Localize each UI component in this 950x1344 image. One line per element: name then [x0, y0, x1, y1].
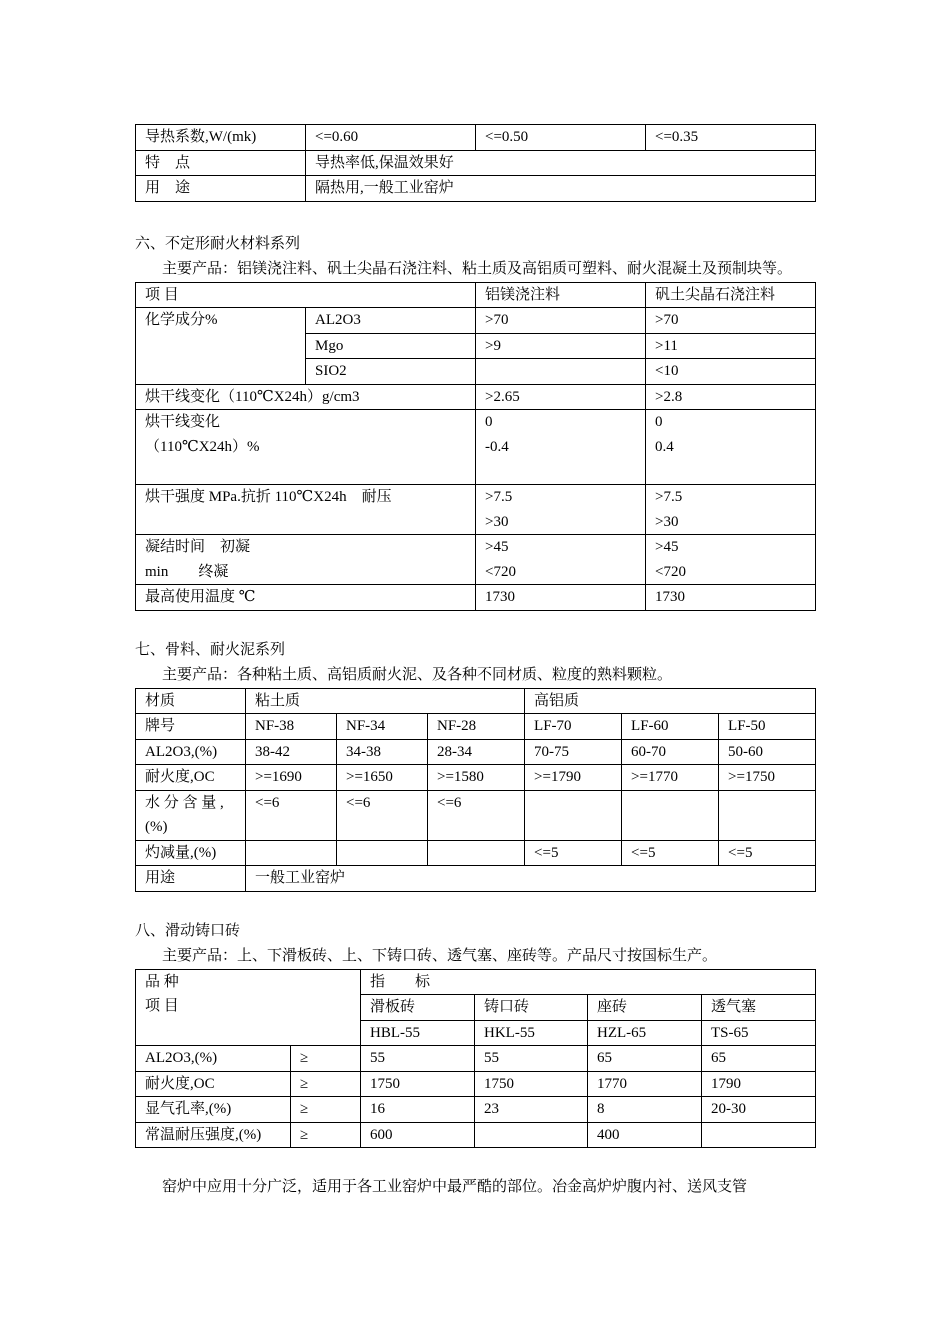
table-cell: 34-38 [337, 739, 428, 765]
table-cell: 600 [361, 1122, 475, 1148]
table-cell: >=1790 [525, 765, 622, 791]
table-cell: ≥ [291, 1097, 361, 1123]
cell-line: min 终凝 [145, 563, 229, 580]
table-row [136, 150, 816, 176]
table-cell: 1730 [646, 585, 816, 611]
cell-line: >7.5 [485, 489, 513, 505]
table-cell [136, 969, 361, 1046]
table-row [136, 866, 816, 892]
closing-paragraph: 窑炉中应用十分广泛，适用于各工业窑炉中最严酷的部位。冶金高炉炉腹内衬、送风支管 [162, 1179, 748, 1195]
table-cell: ≥ [291, 1071, 361, 1097]
table-row [136, 714, 816, 740]
table-cell [337, 840, 428, 866]
table-cell: HZL-65 [588, 1020, 702, 1046]
table-cell: >=1750 [719, 765, 816, 791]
table-cell: 铝镁浇注料 [476, 282, 646, 308]
table-cell: 导热系数,W/(mk) [136, 125, 306, 151]
table-cell: 滑板砖 [361, 995, 475, 1021]
table-cell: LF-60 [622, 714, 719, 740]
table-row [136, 485, 816, 535]
table-cell: 60-70 [622, 739, 719, 765]
table-cell: >70 [476, 308, 646, 334]
table-row [136, 410, 816, 485]
cell-line: >7.5 [655, 489, 683, 505]
table-cell: 65 [588, 1046, 702, 1072]
table-row [136, 739, 816, 765]
table-cell [702, 1122, 816, 1148]
table-cell: SIO2 [306, 359, 476, 385]
table-row [136, 765, 816, 791]
cell-line: 烘干线变化 [145, 414, 221, 430]
table-cell: >=1690 [246, 765, 337, 791]
table-cell: ≥ [291, 1122, 361, 1148]
table-cell: Mgo [306, 333, 476, 359]
table-cell: >=1580 [428, 765, 525, 791]
table-cell: 1750 [475, 1071, 588, 1097]
table-cell [476, 410, 646, 485]
table-cell: 55 [361, 1046, 475, 1072]
table-cell: HKL-55 [475, 1020, 588, 1046]
table-cell: TS-65 [702, 1020, 816, 1046]
table-cell [646, 410, 816, 485]
table-cell: AL2O3,(%) [136, 1046, 291, 1072]
table-cell: <=5 [525, 840, 622, 866]
table-row [136, 125, 816, 151]
table-cell: 1790 [702, 1071, 816, 1097]
table-cell: 耐火度,OC [136, 765, 246, 791]
table-cell: 矾土尖晶石浇注料 [646, 282, 816, 308]
table-cell: 8 [588, 1097, 702, 1123]
table-cell: 38-42 [246, 739, 337, 765]
table-header-row [136, 688, 816, 714]
table-cell: 1730 [476, 585, 646, 611]
table-cell [719, 790, 816, 840]
table-cell: <=0.60 [306, 125, 476, 151]
table-cell: ≥ [291, 1046, 361, 1072]
table-row [136, 790, 816, 840]
table-cell: 灼减量,(%) [136, 840, 246, 866]
section-intro: 主要产品：上、下滑板砖、上、下铸口砖、透气塞、座砖等。产品尺寸按国标生产。 [162, 947, 718, 964]
table-cell: 1770 [588, 1071, 702, 1097]
table-row [136, 176, 816, 202]
table-cell: 烘干强度 MPa.抗折 110℃X24h 耐压 [136, 485, 476, 535]
table-cell: 特 点 [136, 150, 306, 176]
table-cell: 23 [475, 1097, 588, 1123]
table-cell: 座砖 [588, 995, 702, 1021]
table-row [136, 840, 816, 866]
table-cell: >9 [476, 333, 646, 359]
table-cell: 1750 [361, 1071, 475, 1097]
table-cell: LF-50 [719, 714, 816, 740]
table-cell: 用途 [136, 866, 246, 892]
table-cell: >2.8 [646, 384, 816, 410]
table-cell [646, 535, 816, 585]
table-cell: <=6 [428, 790, 525, 840]
table-cell: <10 [646, 359, 816, 385]
table-cell: LF-70 [525, 714, 622, 740]
cell-line: 0 [485, 414, 493, 430]
table-cell: >=1650 [337, 765, 428, 791]
section-intro: 主要产品：各种粘土质、高铝质耐火泥、及各种不同材质、粒度的熟料颗粒。 [162, 666, 673, 683]
table-row [136, 1046, 816, 1072]
cell-line: 水 分 含 量 , [145, 794, 224, 811]
slide-gate-table [135, 969, 816, 1149]
table-cell: AL2O3 [306, 308, 476, 334]
cell-line: <720 [655, 563, 686, 580]
table-cell [475, 1122, 588, 1148]
table-cell: <=0.50 [476, 125, 646, 151]
section-intro: 主要产品：铝镁浇注料、矾土尖晶石浇注料、粘土质及高铝质可塑料、耐火混凝土及预制块等。 [162, 260, 793, 277]
table-row [136, 585, 816, 611]
table-cell: NF-38 [246, 714, 337, 740]
table-cell: <=6 [337, 790, 428, 840]
table-cell [476, 535, 646, 585]
table-cell: 烘干线变化（110℃X24h）g/cm3 [136, 384, 476, 410]
table-row [136, 535, 816, 585]
table-cell: 牌号 [136, 714, 246, 740]
table-cell: 常温耐压强度,(%) [136, 1122, 291, 1148]
table-cell [428, 840, 525, 866]
aggregate-table [135, 688, 816, 892]
table-cell: 28-34 [428, 739, 525, 765]
table-cell: NF-34 [337, 714, 428, 740]
cell-line: (%) [145, 819, 168, 835]
cell-line: >30 [655, 513, 679, 530]
table-cell: 隔热用,一般工业窑炉 [306, 176, 816, 202]
table-cell: >11 [646, 333, 816, 359]
table-cell: 20-30 [702, 1097, 816, 1123]
document-page [135, 124, 815, 1200]
cell-line: 项 目 [145, 998, 179, 1014]
table-cell: 高铝质 [525, 688, 816, 714]
table-cell: <=6 [246, 790, 337, 840]
table-cell [476, 485, 646, 535]
table-cell [646, 485, 816, 535]
cell-line: -0.4 [485, 438, 509, 455]
table-cell: 用 途 [136, 176, 306, 202]
table-header-row [136, 969, 816, 995]
table-cell: 55 [475, 1046, 588, 1072]
table-cell: 显气孔率,(%) [136, 1097, 291, 1123]
table-header-row [136, 282, 816, 308]
table-cell [622, 790, 719, 840]
table-row [136, 384, 816, 410]
table-cell: 粘土质 [246, 688, 525, 714]
table-cell [136, 535, 476, 585]
section-heading: 七、骨料、耐火泥系列 [135, 641, 286, 658]
monolithic-table [135, 282, 816, 611]
table-cell: 65 [702, 1046, 816, 1072]
table-row [136, 1122, 816, 1148]
cell-line: >30 [485, 513, 509, 530]
table-cell: 指 标 [361, 969, 816, 995]
table-cell: 铸口砖 [475, 995, 588, 1021]
insulation-table [135, 124, 816, 202]
table-cell: 70-75 [525, 739, 622, 765]
section-heading: 六、不定形耐火材料系列 [135, 235, 301, 252]
table-cell: 导热率低,保温效果好 [306, 150, 816, 176]
table-cell [476, 359, 646, 385]
table-cell: 16 [361, 1097, 475, 1123]
cell-line: >45 [655, 539, 679, 555]
table-cell: 一般工业窑炉 [246, 866, 816, 892]
cell-line: 凝结时间 初凝 [145, 539, 251, 555]
table-row [136, 308, 816, 334]
table-cell: 材质 [136, 688, 246, 714]
table-cell [136, 790, 246, 840]
section-heading: 八、滑动铸口砖 [135, 922, 241, 939]
cell-line: 0.4 [655, 438, 674, 455]
table-cell: AL2O3,(%) [136, 739, 246, 765]
table-cell [136, 410, 476, 485]
table-cell: <=0.35 [646, 125, 816, 151]
table-cell [246, 840, 337, 866]
cell-line: 品 种 [145, 973, 179, 990]
table-cell: <=5 [622, 840, 719, 866]
table-cell: 50-60 [719, 739, 816, 765]
table-cell [525, 790, 622, 840]
cell-line: 0 [655, 414, 663, 430]
table-cell: HBL-55 [361, 1020, 475, 1046]
table-cell: >2.65 [476, 384, 646, 410]
table-row [136, 1071, 816, 1097]
table-cell: >=1770 [622, 765, 719, 791]
table-row [136, 1097, 816, 1123]
table-cell: 耐火度,OC [136, 1071, 291, 1097]
table-cell: >70 [646, 308, 816, 334]
table-cell: 透气塞 [702, 995, 816, 1021]
cell-line: （110℃X24h）% [145, 438, 260, 455]
table-cell: 400 [588, 1122, 702, 1148]
table-cell: 最高使用温度 ℃ [136, 585, 476, 611]
table-cell: 项 目 [136, 282, 476, 308]
table-cell: <=5 [719, 840, 816, 866]
cell-line: >45 [485, 539, 509, 555]
table-cell: 化学成分% [136, 308, 306, 385]
cell-line: <720 [485, 563, 516, 580]
table-cell: NF-28 [428, 714, 525, 740]
